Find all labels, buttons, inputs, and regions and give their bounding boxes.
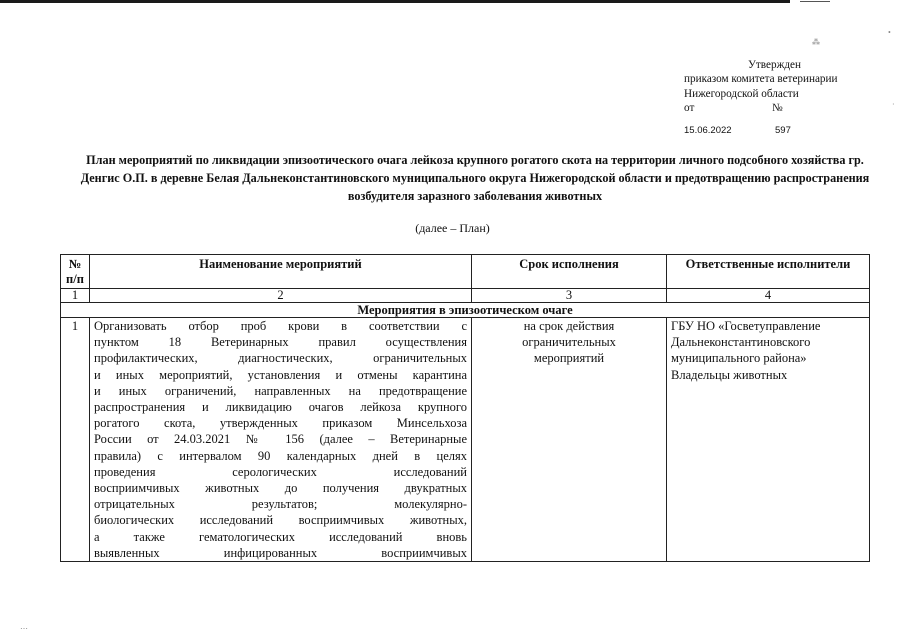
executor-line: муниципального района» (671, 351, 807, 366)
term-line: на срок действия (523, 319, 615, 333)
term-line: мероприятий (533, 351, 605, 366)
activity-line: России от 24.03.2021 № 156 (далее – Ветеринарные (94, 432, 467, 447)
approval-date-values (684, 124, 838, 138)
row-term (472, 318, 667, 562)
activity-line: рогатого скота, утвержденных приказом Минсельхоза (94, 416, 467, 431)
header-executors: Ответственные исполнители (667, 255, 870, 289)
activity-line: восприимчивых животных до получения двукратных (94, 481, 467, 496)
term-line: ограничительных (522, 335, 616, 350)
activity-line: и иных ограничений, направленных на предотвращение (94, 383, 467, 398)
table-row (61, 318, 870, 562)
column-number: 4 (667, 289, 870, 303)
scan-speck: · (892, 100, 895, 109)
activity-line: распространения и ликвидацию очагов лейкоза крупного (94, 400, 467, 415)
header-num: № п/п (61, 255, 90, 289)
activity-line: Организовать отбор проб крови в соответствии с (94, 319, 467, 333)
activity-line: биологических исследований восприимчивых животных, (94, 513, 467, 528)
approval-region-line: Нижегородской области (684, 87, 799, 100)
section-row (61, 303, 870, 318)
activity-line: пунктом 18 Ветеринарных правил осуществления (94, 335, 467, 350)
approval-block (684, 58, 838, 138)
header-term: Срок исполнения (472, 255, 667, 289)
document-subtitle: (далее – План) (415, 221, 490, 235)
scan-top-border (0, 0, 790, 3)
header-name: Наименование мероприятий (90, 255, 472, 289)
activity-line: а также гематологических исследований вновь (94, 529, 467, 544)
row-number: 1 (61, 318, 90, 562)
approval-heading: Утвержден (748, 59, 801, 71)
activity-line: проведения серологических исследований (94, 464, 467, 479)
executor-line: ГБУ НО «Госветуправление (671, 319, 821, 333)
column-number: 1 (61, 289, 90, 303)
scan-speck: • (888, 28, 891, 37)
document-title: План мероприятий по ликвидации эпизоотического очага лейкоза крупного рогатого скота на территории личного подсобного хозяйства гр. Денгис О.П. в деревне Белая Дальнеконстантиновского муниципального округа Нижегородской области и предотвращению распространения возбудителя заразного заболевания животных (80, 153, 870, 203)
number-label: № (772, 102, 783, 115)
executor-line: Владельцы животных (671, 367, 788, 382)
activity-line: профилактических, диагностических, ограничительных (94, 351, 467, 366)
plan-table (60, 254, 870, 562)
approval-number: 597 (775, 124, 791, 136)
column-number: 2 (90, 289, 472, 303)
column-number: 3 (472, 289, 667, 303)
row-activity (90, 318, 472, 562)
approval-order-line: приказом комитета ветеринарии (684, 73, 838, 86)
scan-speck: ⋯ (20, 624, 28, 633)
scan-speck: ⁂ (812, 38, 820, 47)
ot-label: от (684, 102, 695, 115)
approval-date: 15.06.2022 (684, 124, 732, 136)
header-row (61, 255, 870, 289)
executor-line: Дальнеконстантиновского (671, 335, 811, 350)
section-title: Мероприятия в эпизоотическом очаге (61, 303, 870, 318)
activity-line: правила) с интервалом 90 календарных дней в целях (94, 448, 467, 463)
approval-date-labels (684, 101, 838, 115)
activity-line: отрицательных результатов; молекулярно- (94, 497, 467, 512)
activity-line: и иных мероприятий, установления и отмены карантина (94, 367, 467, 382)
row-executors (667, 318, 870, 562)
activity-line: выявленных инфицированных восприимчивых (94, 545, 467, 560)
column-number-row (61, 289, 870, 303)
scan-top-mark (800, 1, 830, 2)
